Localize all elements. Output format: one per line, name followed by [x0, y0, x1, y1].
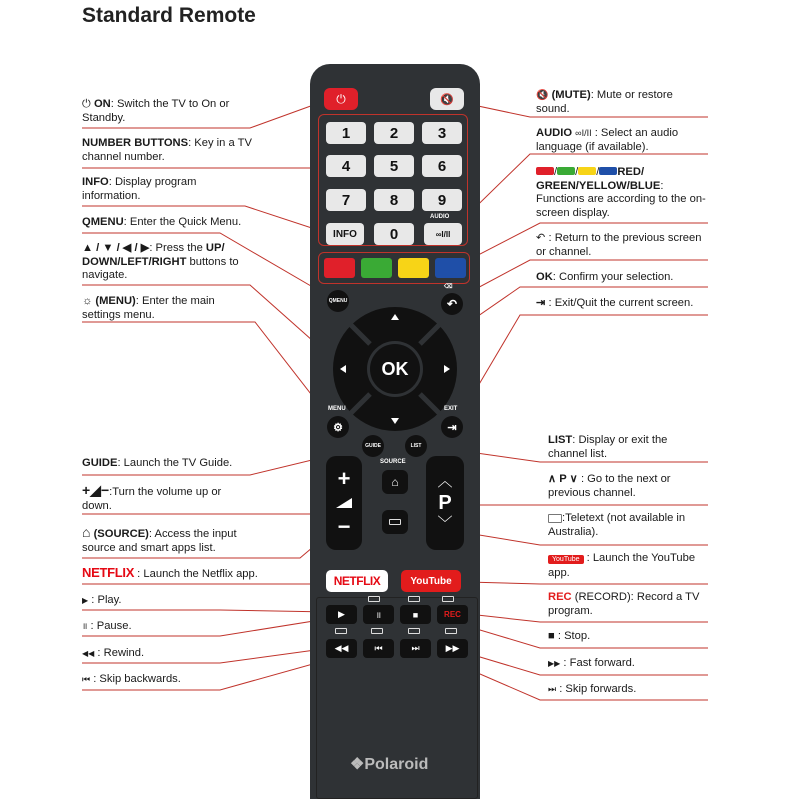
annotation-play: ▶ : Play. — [82, 594, 122, 606]
fast-forward-icon: ▶▶ — [445, 643, 460, 653]
blue-swatch — [599, 167, 617, 175]
back-icon: ↶ — [536, 232, 546, 244]
stop-button[interactable] — [400, 605, 431, 624]
channel-p-label: P — [438, 492, 452, 514]
mute-icon: 🔇 — [536, 90, 549, 101]
youtube-badge: YouTube — [548, 555, 584, 564]
mute-icon: 🔇 — [440, 93, 454, 106]
netflix-logo: NETFLIX — [82, 565, 135, 580]
annotation-guide: GUIDE: Launch the TV Guide. — [82, 457, 233, 469]
annotation-rewind: ◀◀ : Rewind. — [82, 647, 145, 659]
teletext-button[interactable] — [382, 510, 408, 534]
ok-button[interactable]: OK — [381, 358, 409, 379]
rewind-button[interactable] — [326, 639, 357, 658]
teletext-mix-icon — [368, 596, 380, 602]
teletext-icon — [548, 514, 562, 523]
teletext-index-icon — [335, 628, 347, 634]
annotation-on: ⏻ ON: Switch the TV to On or Standby. — [82, 98, 230, 124]
teletext-size-icon — [408, 596, 420, 602]
teletext-reveal-icon — [371, 628, 383, 634]
teletext-subpage-icon — [408, 628, 420, 634]
chevron-down-icon: ﹀ — [437, 515, 453, 532]
volume-down-icon: − — [337, 514, 351, 539]
play-icon: ▶ — [82, 596, 89, 605]
home-icon: ⌂ — [82, 524, 91, 540]
annotation-exit: ⇥ : Exit/Quit the current screen. — [536, 297, 694, 309]
number-button-7[interactable]: 7 — [326, 189, 366, 211]
mute-button[interactable] — [430, 88, 464, 110]
annotation-fastforward: ▶▶ : Fast forward. — [548, 657, 635, 669]
stop-icon: ■ — [412, 609, 419, 620]
annotation-qmenu: QMENU: Enter the Quick Menu. — [82, 216, 242, 228]
fast-forward-button[interactable] — [437, 639, 468, 658]
page-title: Standard Remote — [82, 4, 256, 27]
channel-icons: ∧ P ∨ — [548, 473, 578, 485]
menu-button[interactable] — [327, 416, 349, 438]
exit-button[interactable] — [441, 416, 463, 438]
annotation-back: ↶ : Return to the previous screen or channel. — [536, 232, 702, 258]
pause-icon: ॥ — [82, 621, 88, 631]
annotation-list: LIST: Display or exit the channel list. — [548, 434, 668, 460]
gear-icon: ⚙ — [333, 421, 343, 434]
teletext-icon — [389, 519, 401, 525]
audio-button[interactable]: ∞I/II — [424, 223, 462, 245]
annotation-colors: / / / RED/ GREEN/YELLOW/BLUE: Functions are according to the on-screen display. — [536, 166, 706, 219]
annotation-volume: +◢−:Turn the volume up or down. — [82, 482, 222, 512]
back-icon: ↶ — [446, 297, 458, 311]
number-button-4[interactable]: 4 — [326, 155, 366, 177]
delete-icon: ⌫ — [444, 284, 453, 290]
volume-up-icon: + — [337, 466, 351, 491]
gear-icon: ☼ — [82, 295, 93, 307]
red-swatch — [536, 167, 554, 175]
youtube-button[interactable]: YouTube — [401, 570, 461, 592]
fast-forward-icon: ▶▶ — [548, 659, 561, 668]
teletext-hold-icon — [442, 596, 454, 602]
power-button[interactable]: ⏻ — [324, 88, 358, 110]
audio-icon: ∞I/II — [575, 128, 592, 138]
annotation-numbers: NUMBER BUTTONS: Key in a TV channel number. — [82, 137, 252, 163]
annotation-ok: OK: Confirm your selection. — [536, 271, 674, 283]
annotation-mute: 🔇 (MUTE): Mute or restore sound. — [536, 89, 673, 115]
skip-forward-icon: ⏭ — [411, 643, 420, 653]
number-button-5[interactable]: 5 — [374, 155, 414, 177]
annotation-skipfwd: ⏭ : Skip forwards. — [548, 683, 637, 695]
number-button-9[interactable]: 9 — [422, 189, 462, 211]
annotation-menu: ☼ (MENU): Enter the main settings menu. — [82, 295, 215, 321]
menu-label: MENU — [328, 406, 346, 412]
annotation-record: REC (RECORD): Record a TV program. — [548, 591, 700, 617]
annotation-arrows: ▲ / ▼ / ◀ / ▶: Press the UP/ DOWN/LEFT/RIGHT buttons to navigate. — [82, 242, 239, 281]
rewind-icon: ◀◀ — [334, 643, 349, 653]
annotation-skipback: ⏮ : Skip backwards. — [82, 673, 181, 685]
qmenu-button[interactable]: QMENU — [327, 290, 349, 312]
annotation-stop: ■ : Stop. — [548, 630, 591, 642]
pause-button[interactable] — [363, 605, 394, 624]
number-button-2[interactable]: 2 — [374, 122, 414, 144]
annotation-netflix: NETFLIX : Launch the Netflix app. — [82, 565, 258, 580]
source-label: SOURCE — [380, 459, 406, 465]
skip-back-icon: ⏮ — [82, 674, 91, 684]
teletext-cancel-icon — [445, 628, 457, 634]
home-icon: ⌂ — [391, 475, 399, 489]
power-icon: ⏻ — [82, 98, 91, 110]
guide-button[interactable]: GUIDE — [362, 435, 384, 457]
record-button[interactable]: REC — [437, 605, 468, 624]
list-button[interactable]: LIST — [405, 435, 427, 457]
number-button-8[interactable]: 8 — [374, 189, 414, 211]
exit-label: EXIT — [444, 406, 458, 412]
rewind-icon: ◀◀ — [82, 649, 95, 658]
chevron-up-icon: ︿ — [437, 473, 453, 490]
volume-icons: +◢− — [82, 482, 110, 498]
yellow-button[interactable] — [398, 258, 429, 278]
brand-logo: ❖Polaroid — [350, 756, 429, 773]
play-button[interactable] — [326, 605, 357, 624]
remote-control — [310, 64, 480, 799]
skip-forward-button[interactable] — [400, 639, 431, 658]
number-button-3[interactable]: 3 — [422, 122, 462, 144]
red-button[interactable] — [324, 258, 355, 278]
volume-icon — [336, 498, 352, 508]
exit-icon: ⇥ — [447, 421, 457, 434]
exit-icon: ⇥ — [536, 297, 546, 309]
annotation-audio: AUDIO ∞I/II : Select an audio language (if available). — [536, 127, 679, 153]
channel-rocker[interactable] — [426, 456, 464, 550]
source-button[interactable] — [382, 470, 408, 494]
skip-back-button[interactable] — [363, 639, 394, 658]
yellow-swatch — [578, 167, 596, 175]
annotation-pause: ॥ : Pause. — [82, 620, 132, 632]
play-icon: ▶ — [338, 609, 345, 619]
skip-forward-icon: ⏭ — [548, 684, 557, 694]
green-swatch — [557, 167, 575, 175]
info-button[interactable]: INFO — [326, 223, 364, 245]
pause-icon: ॥ — [375, 610, 382, 620]
volume-rocker[interactable] — [326, 456, 362, 550]
number-button-1[interactable]: 1 — [326, 122, 366, 144]
annotation-youtube: YouTube : Launch the YouTube app. — [548, 552, 696, 579]
annotation-info: INFO: Display program information. — [82, 176, 197, 202]
annotation-teletext: :Teletext (not available in Australia). — [548, 512, 686, 538]
number-button-0[interactable]: 0 — [374, 223, 414, 245]
green-button[interactable] — [361, 258, 392, 278]
blue-button[interactable] — [435, 258, 466, 278]
arrow-icons: ▲ / ▼ / ◀ / ▶ — [82, 242, 150, 254]
annotation-source: ⌂ (SOURCE): Access the input source and smart apps list. — [82, 524, 237, 554]
audio-label: AUDIO — [430, 214, 450, 220]
polaroid-diamond-icon: ❖ — [350, 756, 365, 773]
netflix-button[interactable]: NETFLIX — [326, 570, 388, 592]
number-button-6[interactable]: 6 — [422, 155, 462, 177]
stop-icon: ■ — [548, 630, 555, 642]
annotation-channel: ∧ P ∨ : Go to the next or previous channel. — [548, 473, 671, 499]
skip-back-icon: ⏮ — [374, 643, 383, 653]
